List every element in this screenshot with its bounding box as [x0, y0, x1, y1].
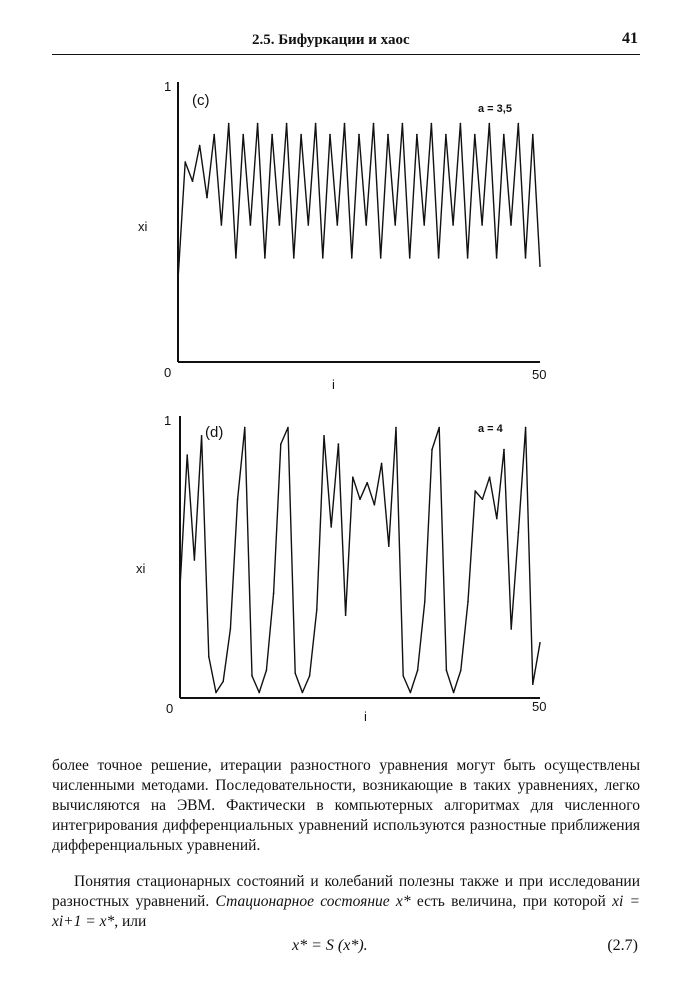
- chart-c-data-point: [402, 123, 404, 125]
- chart-c-data-point: [221, 224, 223, 226]
- chart-c-data-point: [228, 123, 230, 125]
- chart-d-data-point: [194, 559, 196, 561]
- chart-d-data-point: [208, 656, 210, 658]
- chart-c-y-axis-label: xi: [138, 219, 148, 234]
- chart-c-data-point: [329, 134, 331, 136]
- chart-c-data-point: [474, 134, 476, 136]
- paragraph-1-text: более точное решение, итерации разностного уравнения могут быть осуществлены численными методами. Последовательности, возникающие в таких уравнениях, легко вычисляются на ЭВМ. Фактически в компьютерных алгоритмах для численного интегрирования дифференциальных уравнений используются разностные приближения дифференциальных уравнений.: [52, 757, 640, 854]
- chart-d-data-point: [359, 499, 361, 501]
- chart-d-data-point: [374, 504, 376, 506]
- chart-c-data-point: [365, 224, 367, 226]
- chart-c-data-point: [242, 134, 244, 136]
- paragraph-2-part2: есть величина, при которой: [410, 893, 613, 910]
- chart-c-data-point: [423, 224, 425, 226]
- chart-d-data-point: [309, 675, 311, 677]
- chart-d-data-point: [287, 427, 289, 429]
- chart-d-parameter-label: a = 4: [478, 423, 503, 435]
- chart-d-data-point: [330, 526, 332, 528]
- chart-c-data-point: [337, 224, 339, 226]
- chart-c-data-point: [213, 134, 215, 136]
- chart-c-data-point: [431, 123, 433, 125]
- chart-c-parameter-label: a = 3,5: [478, 103, 512, 115]
- chart-c-data-point: [344, 123, 346, 125]
- chart-d-data-point: [532, 683, 534, 685]
- chart-c-data-point: [351, 257, 353, 259]
- chart-d-data-point: [438, 427, 440, 429]
- chart-c-data-point: [373, 123, 375, 125]
- chart-d-data-point: [431, 449, 433, 451]
- chart-c-data-point: [445, 134, 447, 136]
- chart-c-data-point: [510, 224, 512, 226]
- chart-d-data-point: [417, 670, 419, 672]
- page-number: 41: [622, 30, 638, 47]
- chart-d-data-point: [460, 670, 462, 672]
- chart-d-data-point: [453, 692, 455, 694]
- chart-c-data-point: [257, 123, 259, 125]
- chart-c-data-point: [315, 123, 317, 125]
- chart-c-data-point: [177, 279, 179, 281]
- chart-c-data-point: [264, 257, 266, 259]
- chart-d-data-point: [381, 463, 383, 465]
- chart-d-data-point: [482, 499, 484, 501]
- chart-d-data-point: [273, 592, 275, 594]
- chart-c-data-point: [271, 134, 273, 136]
- chart-d-data-point: [323, 435, 325, 437]
- chart-d-data-point: [237, 499, 239, 501]
- chart-d-data-point: [503, 449, 505, 451]
- chart-c-data-point: [322, 257, 324, 259]
- chart-d-data-point: [539, 642, 541, 644]
- chart-d-data-point: [251, 675, 253, 677]
- running-header: [52, 28, 640, 55]
- equation-expression: x* = S (x*).: [292, 937, 368, 954]
- chart-d-data-point: [489, 476, 491, 478]
- paragraph-1: [52, 756, 640, 856]
- chart-c-series-line: [178, 124, 540, 280]
- chart-d-data-point: [222, 681, 224, 683]
- chart-d-x-end-tick: 50: [532, 699, 547, 714]
- chart-c-x-start-tick: 0: [164, 365, 172, 380]
- chart-c-data-point: [394, 224, 396, 226]
- chart-c-data-point: [525, 257, 527, 259]
- chart-d-data-point: [366, 482, 368, 484]
- chart-c-x-axis-label: i: [332, 377, 335, 392]
- chart-d-data-point: [280, 443, 282, 445]
- chart-c-data-point: [235, 257, 237, 259]
- chart-c-x-end-tick: 50: [532, 367, 547, 382]
- chart-d-data-point: [496, 518, 498, 520]
- chart-d-x-start-tick: 0: [166, 701, 174, 716]
- chart-d-data-point: [352, 476, 354, 478]
- chart-c-data-point: [409, 257, 411, 259]
- chart-d-data-point: [338, 443, 340, 445]
- paragraph-2-part1: Понятия стационарных состояний и колебаний полезны также и при исследовании разностных уравнений.: [52, 873, 640, 910]
- chart-d-data-point: [179, 587, 181, 589]
- chart-d-data-point: [316, 609, 318, 611]
- chart-c-data-point: [503, 134, 505, 136]
- chart-d-data-point: [230, 628, 232, 630]
- chart-c-data-point: [460, 123, 462, 125]
- chart-c-data-point: [380, 257, 382, 259]
- chart-d-data-point: [446, 670, 448, 672]
- chart-c-data-point: [467, 257, 469, 259]
- chart-c-data-point: [199, 145, 201, 147]
- chart-d-data-point: [345, 614, 347, 616]
- chart-c-data-point: [308, 224, 310, 226]
- chart-c-data-point: [279, 224, 281, 226]
- chart-c-data-point: [496, 257, 498, 259]
- chart-c-data-point: [184, 161, 186, 163]
- chart-c-data-point: [416, 134, 418, 136]
- chart-d-data-point: [467, 601, 469, 603]
- chart-d-x-axis-label: i: [364, 709, 367, 724]
- chart-d-svg: [0, 412, 691, 732]
- chart-c-svg: [0, 78, 691, 398]
- paragraph-2-term: Стационарное состояние x*: [215, 893, 411, 910]
- chart-d-data-point: [395, 427, 397, 429]
- chart-c-data-point: [518, 123, 520, 125]
- paragraph-2: [52, 872, 640, 932]
- chart-d-data-point: [402, 675, 404, 677]
- chart-d-data-point: [474, 490, 476, 492]
- chart-c-data-point: [286, 123, 288, 125]
- chart-c-data-point: [532, 134, 534, 136]
- chart-d-panel-label: (d): [205, 424, 224, 441]
- chart-c-y-top-tick: 1: [164, 79, 172, 94]
- chart-c-data-point: [539, 265, 541, 267]
- chart-d-data-point: [201, 435, 203, 437]
- section-title: 2.5. Бифуркации и хаос: [252, 32, 410, 48]
- chart-c-data-point: [481, 224, 483, 226]
- chart-d-data-point: [525, 427, 527, 429]
- chart-d-data-point: [388, 545, 390, 547]
- chart-d-data-point: [294, 672, 296, 674]
- chart-c-data-point: [192, 180, 194, 182]
- chart-c-panel-label: (c): [192, 92, 210, 109]
- paragraph-2-formula: xi = xi+1 = x*: [52, 893, 641, 930]
- chart-c-data-point: [387, 134, 389, 136]
- chart-d-y-top-tick: 1: [164, 413, 172, 428]
- chart-d-y-axis-label: xi: [136, 561, 146, 576]
- figure-c: [0, 78, 691, 398]
- chart-d-data-point: [186, 454, 188, 456]
- chart-c-data-point: [358, 134, 360, 136]
- chart-d-series-line: [180, 424, 540, 693]
- chart-d-data-point: [244, 427, 246, 429]
- paragraph-2-part3: , или: [114, 913, 147, 930]
- chart-d-data-point: [258, 692, 260, 694]
- chart-c-data-point: [250, 224, 252, 226]
- chart-c-data-point: [438, 257, 440, 259]
- chart-c-data-point: [206, 197, 208, 199]
- chart-d-data-point: [215, 692, 217, 694]
- chart-c-data-point: [293, 257, 295, 259]
- chart-c-data-point: [452, 224, 454, 226]
- chart-d-data-point: [424, 601, 426, 603]
- equation-number: (2.7): [607, 937, 638, 954]
- chart-d-data-point: [518, 532, 520, 534]
- chart-d-data-point: [266, 670, 268, 672]
- chart-d-data-point: [510, 628, 512, 630]
- chart-d-data-point: [410, 692, 412, 694]
- chart-d-data-point: [302, 692, 304, 694]
- chart-c-data-point: [489, 123, 491, 125]
- chart-c-data-point: [300, 134, 302, 136]
- figure-d: [0, 412, 691, 732]
- equation-2-7: [52, 937, 640, 959]
